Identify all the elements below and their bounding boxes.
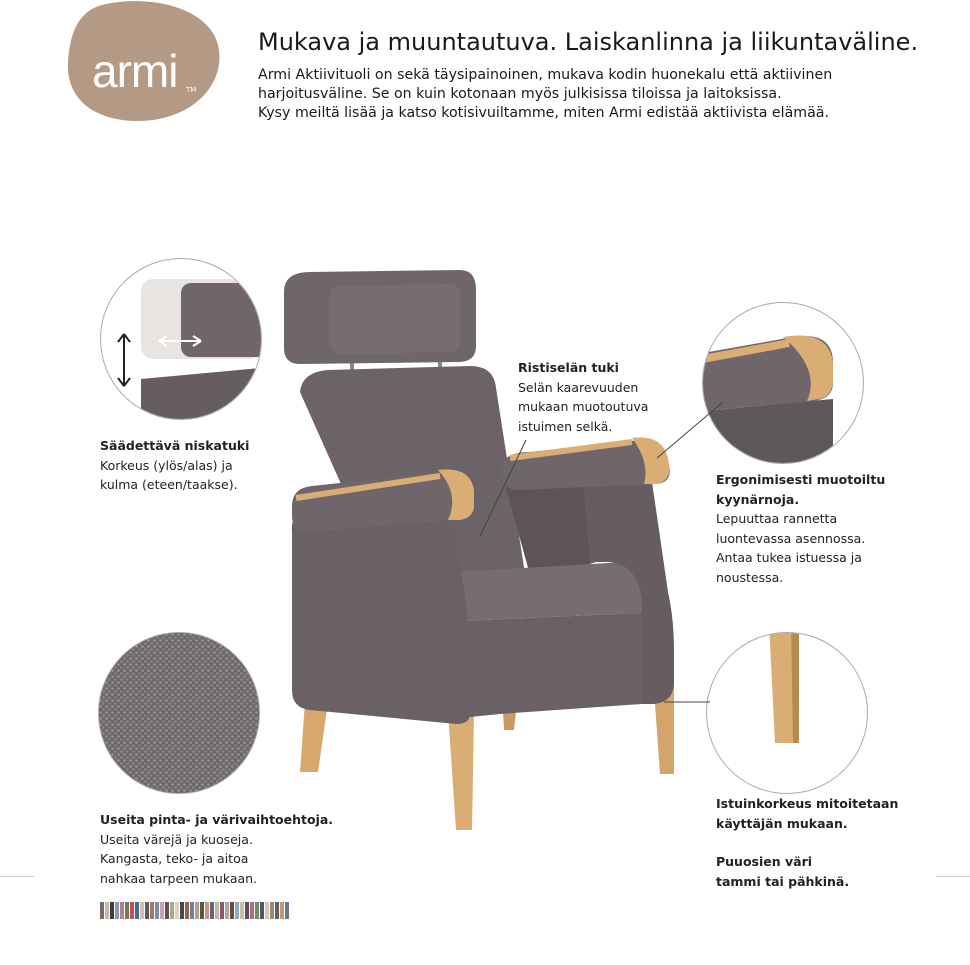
feature-title: Ristiselän tuki [518, 360, 619, 375]
color-swatch [210, 902, 214, 919]
feature-line: istuimen selkä. [518, 418, 613, 434]
color-swatch [145, 902, 149, 919]
feature-line: Antaa tukea istuessa ja [716, 550, 862, 565]
armrest-pointer-line [655, 400, 725, 460]
color-swatch [190, 902, 194, 919]
fabric-detail-circle [98, 632, 260, 794]
color-swatch [205, 902, 209, 919]
color-swatch [100, 902, 104, 919]
color-swatch [155, 902, 159, 919]
feature-headrest [100, 436, 249, 495]
color-swatch [275, 902, 279, 919]
intro-line: Kysy meiltä lisää ja katso kotisivuiltamme, miten Armi edistää aktiivista elämää. [258, 105, 830, 121]
color-swatch [135, 902, 139, 919]
feature-line: Kangasta, teko- ja aitoa [100, 851, 249, 866]
color-swatch [150, 902, 154, 919]
backrest-pointer-line [478, 438, 528, 538]
color-swatch [105, 902, 109, 919]
color-swatch [160, 902, 164, 919]
color-swatch [185, 902, 189, 919]
feature-title: Istuinkorkeus mitoitetaan [716, 796, 899, 811]
color-swatch [215, 902, 219, 919]
color-swatch [180, 902, 184, 919]
feature-line: Lepuuttaa rannetta [716, 511, 838, 526]
armchair-illustration [270, 262, 710, 842]
color-swatch [140, 902, 144, 919]
color-swatch [235, 902, 239, 919]
feature-seat-height [716, 794, 898, 833]
color-swatch [200, 902, 204, 919]
color-swatch [195, 902, 199, 919]
feature-title: Ergonimisesti muotoiltu [716, 472, 886, 487]
feature-title: Useita pinta- ja värivaihtoehtoja. [100, 812, 334, 827]
left-arm [292, 502, 470, 724]
intro-text [258, 66, 832, 123]
color-swatch [250, 902, 254, 919]
side-rule-right [936, 876, 970, 877]
feature-line: Useita värejä ja kuoseja. [100, 831, 253, 847]
color-swatch [240, 902, 244, 919]
logo-wordmark: armi [92, 45, 178, 97]
side-rule-left [0, 876, 34, 877]
headline: Mukava ja muuntautuva. Laiskanlinna ja liikuntaväline. [258, 28, 919, 56]
feature-line: nahkaa tarpeen mukaan. [100, 870, 258, 886]
intro-line: Armi Aktiivituoli on sekä täysipainoinen, mukava kodin huonekalu että aktiivinen [258, 67, 833, 83]
feature-title: tammi tai pähkinä. [716, 873, 850, 889]
leg-detail-circle [706, 632, 868, 794]
front-leg-center [448, 712, 474, 830]
feature-line: mukaan muotoutuva [518, 399, 649, 414]
color-swatch [245, 902, 249, 919]
feature-armrest [716, 470, 885, 587]
color-swatch [220, 902, 224, 919]
double-arrow-vertical-icon [114, 332, 134, 388]
color-swatch [110, 902, 114, 919]
color-swatch [225, 902, 229, 919]
color-swatch [260, 902, 264, 919]
color-swatch [230, 902, 234, 919]
color-swatch [130, 902, 134, 919]
color-swatch [285, 902, 289, 919]
feature-backrest [518, 358, 648, 436]
leg-closeup [707, 633, 867, 793]
fabric-texture [99, 633, 259, 793]
intro-line: harjoitusväline. Se on kuin kotonaan myös julkisissa tiloissa ja laitoksissa. [258, 86, 782, 102]
feature-line: Selän kaarevuuden [518, 379, 639, 395]
color-swatch [170, 902, 174, 919]
leg-pointer-line [664, 700, 710, 704]
color-swatch [175, 902, 179, 919]
feature-wood-color [716, 852, 849, 891]
color-swatch [165, 902, 169, 919]
color-swatch [125, 902, 129, 919]
feature-fabric [100, 810, 333, 888]
armrest-detail-circle [702, 302, 864, 464]
feature-title: Säädettävä niskatuki [100, 438, 250, 453]
color-swatch [270, 902, 274, 919]
color-swatch [115, 902, 119, 919]
feature-line: noustessa. [716, 569, 784, 585]
feature-title: Puuosien väri [716, 854, 813, 869]
color-swatch [265, 902, 269, 919]
feature-title: kyynärnoja. [716, 491, 800, 507]
front-leg-left [300, 702, 328, 772]
feature-title: käyttäjän mukaan. [716, 815, 848, 831]
logo-trademark: TM [186, 86, 197, 94]
feature-line: kulma (eteen/taakse). [100, 477, 238, 492]
color-swatch [280, 902, 284, 919]
feature-line: Korkeus (ylös/alas) ja [100, 457, 233, 473]
feature-line: luontevassa asennossa. [716, 530, 866, 546]
color-swatch [255, 902, 259, 919]
color-swatch-strip [100, 902, 290, 919]
armrest-closeup [703, 303, 863, 463]
color-swatch [120, 902, 124, 919]
